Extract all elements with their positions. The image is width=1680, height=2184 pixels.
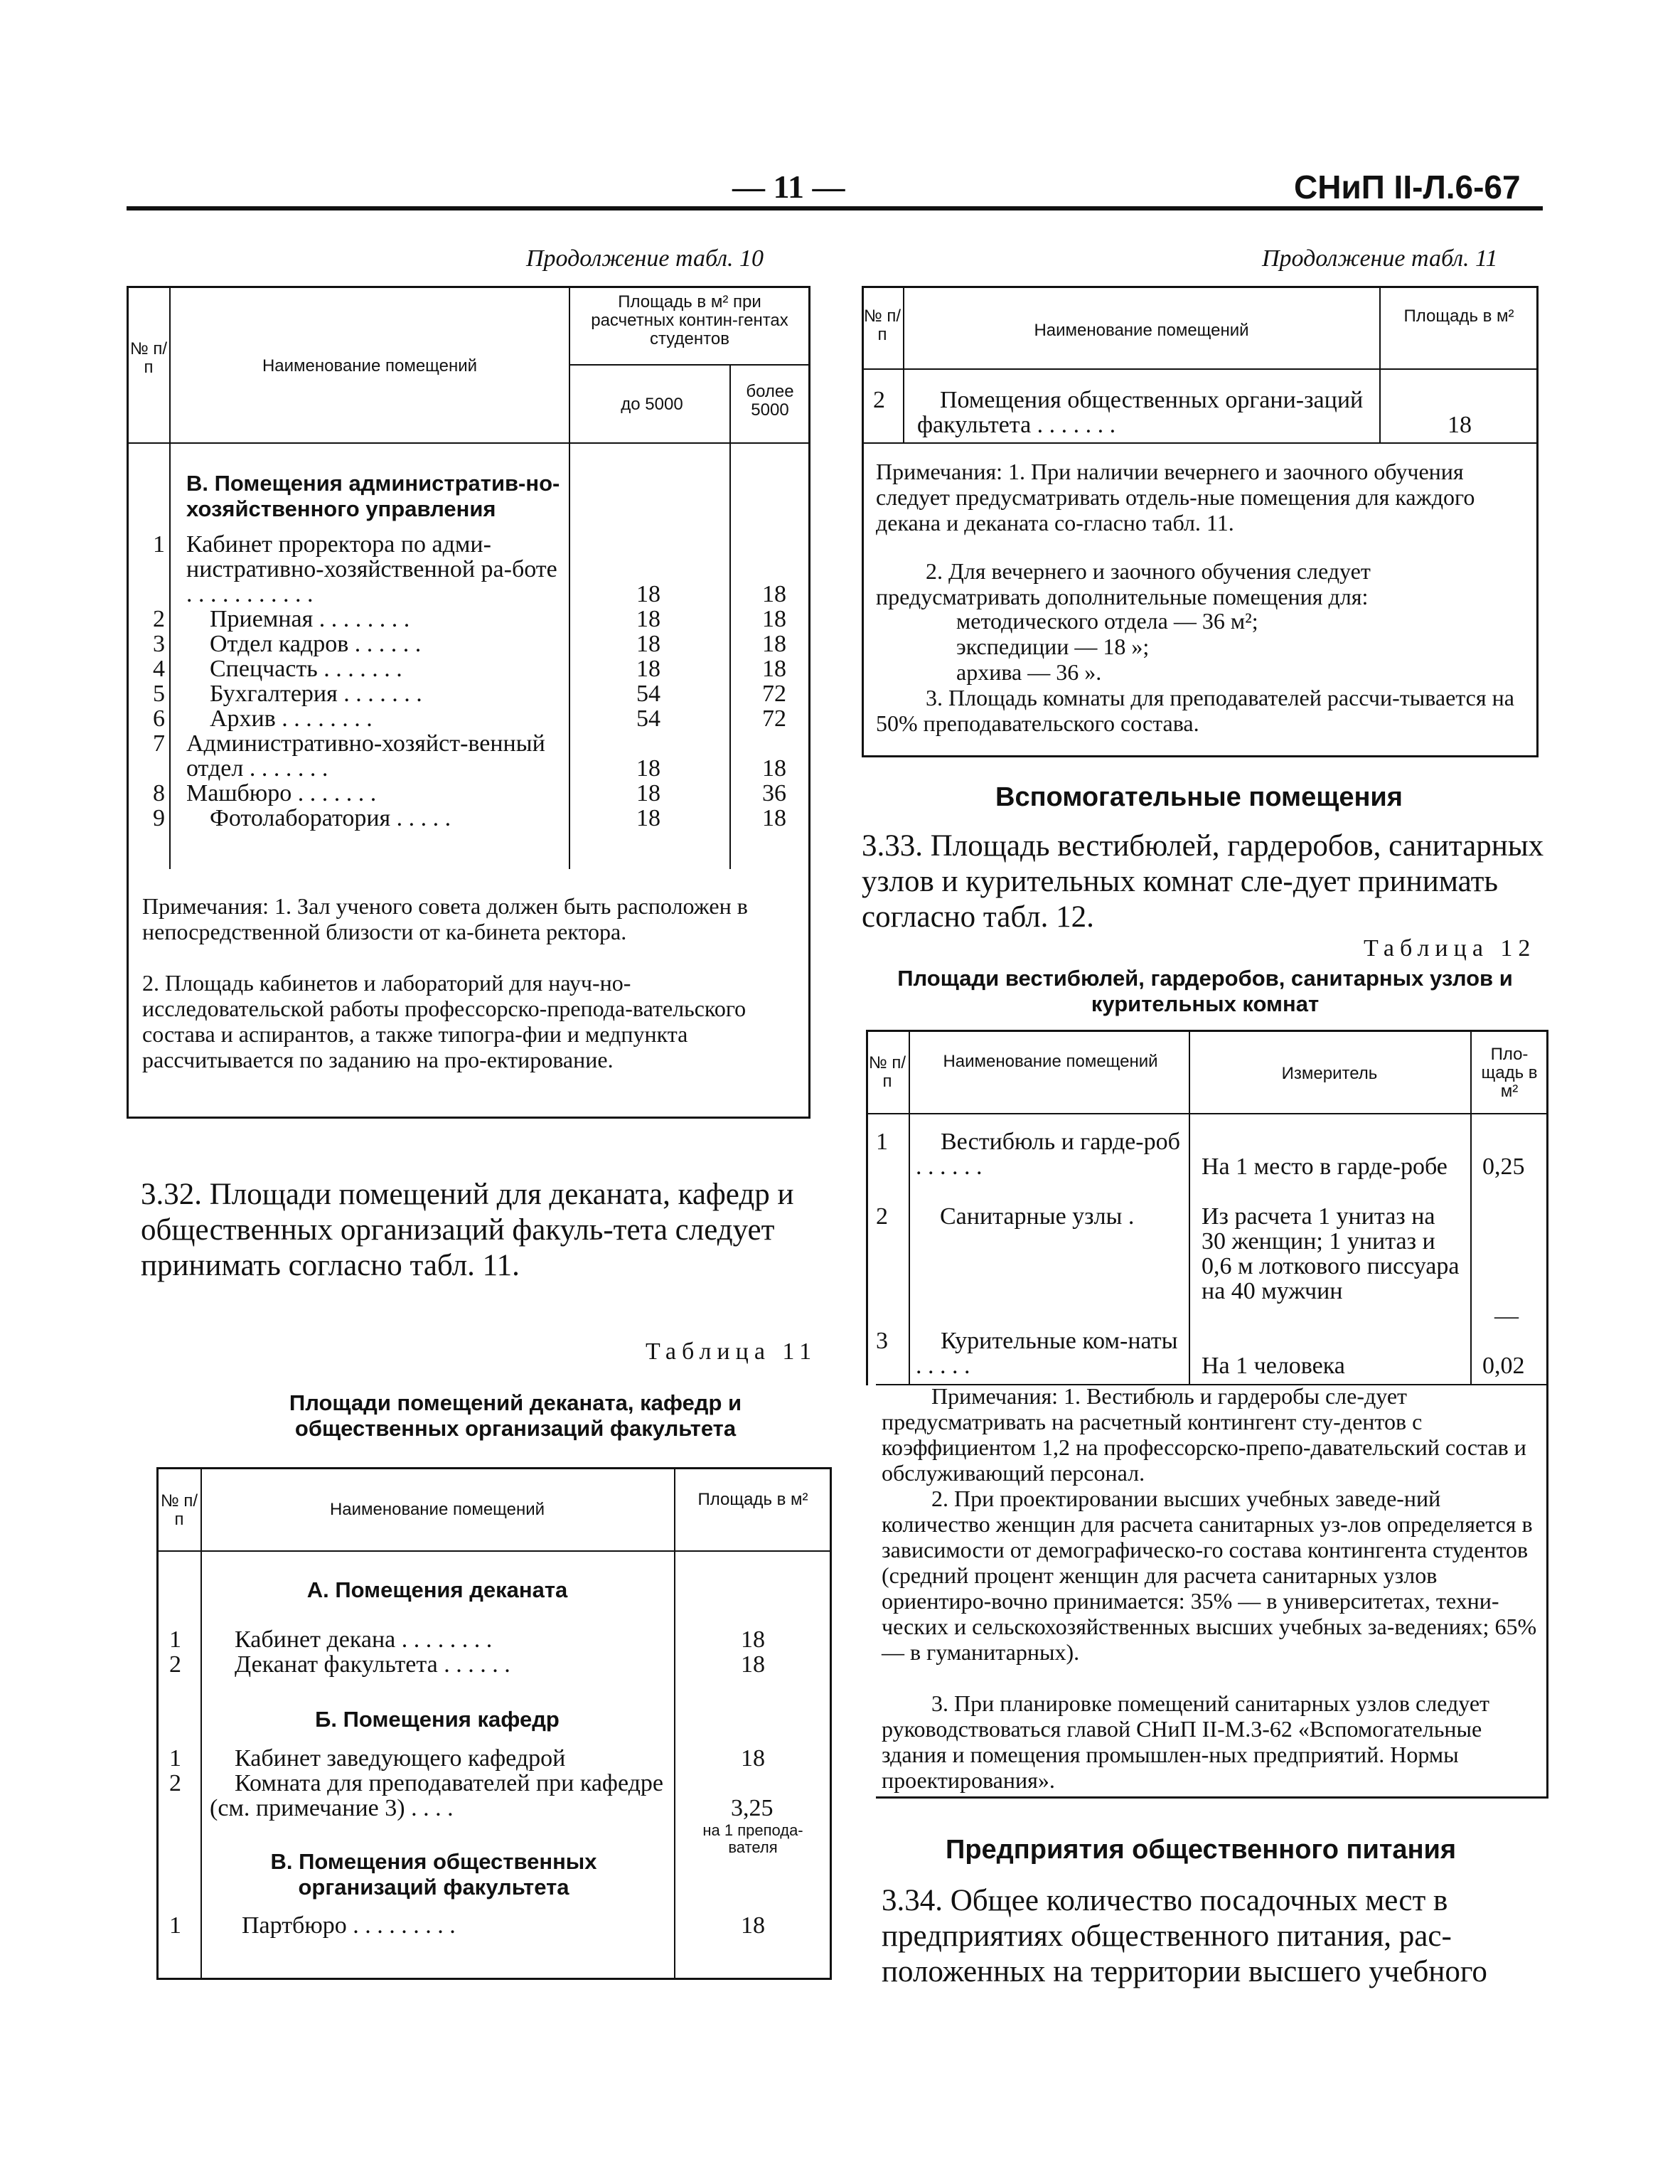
table-row-no: 2	[169, 1770, 181, 1796]
table-row-measure: На 1 место в гарде-робе	[1202, 1154, 1448, 1180]
table12-head-name: Наименование помещений	[943, 1052, 1158, 1071]
table10-head-name: Наименование помещений	[262, 356, 478, 375]
table-row-name: Курительные ком-наты . . . . .	[916, 1328, 1178, 1379]
table-row-value: 72	[762, 705, 786, 732]
table-row-value: —	[1494, 1303, 1519, 1329]
table10-notes-2: 2. Площадь кабинетов и лабораторий для науч-но-исследовательской работы профессорско-препода-вательского состава и аспирантов, а также типогра-фии и медпункта рассчитывается по заданию на про-ектирование.	[142, 970, 747, 1072]
table-row-value: 18	[762, 606, 786, 632]
table-row-no: 1	[153, 531, 165, 558]
table-row-name: Приемная . . . . . . . .	[210, 606, 410, 632]
table-row-name: Отдел кадров . . . . . .	[210, 631, 422, 657]
table11c-notes-item: методического отдела — 36 м²;	[956, 608, 1258, 634]
table-row-no: 3	[153, 631, 165, 657]
table-row-name: Санитарные узлы .	[940, 1203, 1135, 1230]
paragraph-3-33: 3.33. Площадь вестибюлей, гардеробов, санитарных узлов и курительных комнат сле-дует принимать согласно табл. 12.	[862, 829, 1544, 934]
table12-head-measure: Измеритель	[1281, 1064, 1378, 1083]
table-row-name: Партбюро . . . . . . . . .	[242, 1912, 456, 1939]
table-row-name: Бухгалтерия . . . . . . .	[210, 681, 422, 707]
table-row-name: Машбюро . . . . . . .	[186, 780, 377, 806]
table12-head-area: Пло-щадь в м²	[1481, 1045, 1538, 1101]
table11-continuation: Продолжение табл. 11	[1262, 245, 1498, 272]
food-heading: Предприятия общественного питания	[946, 1835, 1457, 1865]
table10-head-over: более 5000	[746, 382, 794, 420]
table-row-note: на 1 препода-вателя	[702, 1821, 803, 1856]
table-row-no: 3	[876, 1328, 888, 1354]
table12-notes-3: 3. При планировке помещений санитарных узлов следует руководствоваться главой СНиП II-М.3-62 «Вспомогательные здания и помещения промышлен-ных предприятий. Нормы проектирования».	[882, 1690, 1489, 1793]
table-row-value: 18	[741, 1912, 765, 1939]
table-row-value: 0,25	[1482, 1154, 1525, 1180]
table-row-value: 18	[636, 656, 660, 682]
table-row-name: Архив . . . . . . . .	[210, 705, 373, 732]
table-row-value: 18	[636, 606, 660, 632]
table-row-no: 2	[873, 387, 885, 413]
table11-title: Площади помещений деканата, кафедр и общественных организаций факультета	[289, 1390, 742, 1441]
aux-heading: Вспомогательные помещения	[995, 782, 1403, 812]
table11-section-v: В. Помещения общественных организаций факультета	[270, 1849, 597, 1900]
table12-notes-2: 2. При проектировании высших учебных заведе-ний количество женщин для расчета санитарных уз-лов определяется в зависимости от демографическо-го состава контингента студентов (средний процент женщин для расчета санитарных узлов ориентиро-вочно принимается: 35% — в университетах, техни-ческих и сельскохозяйственных высших учебных за-ведениях; 65% — в гуманитарных).	[882, 1486, 1537, 1665]
table-row-no: 2	[169, 1651, 181, 1678]
table-row-name: Вестибюль и гарде-роб . . . . . .	[916, 1129, 1180, 1180]
table-row-no: 5	[153, 681, 165, 707]
table11c-head-name: Наименование помещений	[1034, 321, 1249, 340]
header-rule	[127, 206, 1543, 211]
table-row-value: 3,25	[731, 1795, 774, 1821]
table-row-value: 18	[1448, 412, 1472, 438]
table-row-name: Кабинет заведующего кафедрой	[235, 1745, 566, 1772]
paragraph-3-34: 3.34. Общее количество посадочных мест в предприятиях общественного питания, рас-положенных на территории высшего учебного	[882, 1884, 1487, 1988]
table12-label: Таблица 12	[1364, 935, 1536, 962]
table-row-value: 18	[762, 755, 786, 782]
page-number: — 11 —	[732, 169, 845, 205]
table-row-value: 36	[762, 780, 786, 806]
table-row-no: 1	[876, 1129, 888, 1155]
table11-head-area: Площадь в м²	[697, 1490, 808, 1509]
table10-head-upto: до 5000	[621, 395, 683, 414]
table11c-notes-2: 2. Для вечернего и заочного обучения следует предусматривать дополнительные помещения для:	[876, 558, 1371, 609]
table-row-measure: Из расчета 1 унитаз на 30 женщин; 1 унитаз и 0,6 м лоткового писсуара на 40 мужчин	[1202, 1203, 1460, 1304]
table-row-value: 18	[762, 805, 786, 831]
table-row-name: Комната для преподавателей при кафедре (см. примечание 3) . . . .	[210, 1770, 663, 1821]
table-row-value: 18	[636, 780, 660, 806]
table-row-no: 1	[169, 1912, 181, 1939]
table-row-value: 18	[636, 631, 660, 657]
table-row-value: 18	[762, 581, 786, 607]
table11c-head-no: № п/п	[863, 307, 901, 344]
table-row-value: 18	[636, 755, 660, 782]
table11-label: Таблица 11	[646, 1338, 818, 1365]
table-row-no: 2	[153, 606, 165, 632]
table-row-value: 72	[762, 681, 786, 707]
table11c-notes-item: архива — 36 ».	[956, 659, 1102, 685]
table-row-no: 1	[169, 1626, 181, 1653]
table11-head-no: № п/п	[160, 1491, 198, 1529]
table-row-name: Помещения общественных органи-заций факультета . . . . . . .	[917, 387, 1364, 438]
table-row-name: Фотолаборатория . . . . .	[210, 805, 451, 831]
table11-head-name: Наименование помещений	[329, 1500, 545, 1519]
table11c-notes-item: экспедиции — 18 »;	[956, 634, 1150, 659]
table-row-no: 9	[153, 805, 165, 831]
table-row-value: 54	[636, 681, 660, 707]
table-row-value: 18	[636, 805, 660, 831]
table-row-value: 18	[762, 631, 786, 657]
table10-head-area: Площадь в м² при расчетных контин-гентах студентов	[591, 292, 788, 348]
table11c-notes-1: Примечания: 1. При наличии вечернего и заочного обучения следует предусматривать отдель-ные помещения для каждого декана и деканата со-гласно табл. 11.	[876, 459, 1475, 536]
table-row-value: 18	[741, 1745, 765, 1772]
table11c-notes-3: 3. Площадь комнаты для преподавателей рассчи-тывается на 50% преподавательского состава.	[876, 685, 1514, 736]
table-row-no: 1	[169, 1745, 181, 1772]
table12-notes-1: Примечания: 1. Вестибюль и гардеробы сле-дует предусматривать на расчетный контингент сту-дентов с коэффициентом 1,2 на профессорско-препо-давательский состав и обслуживающий персонал.	[882, 1383, 1526, 1486]
table-row-name: Деканат факультета . . . . . .	[235, 1651, 510, 1678]
table10-notes: Примечания: 1. Зал ученого совета должен быть расположен в непосредственной близости от ка-бинета ректора.	[142, 893, 748, 944]
table-row-no: 6	[153, 705, 165, 732]
table-row-value: 18	[741, 1651, 765, 1678]
table-row-no: 8	[153, 780, 165, 806]
table-row-name: Кабинет декана . . . . . . . .	[235, 1626, 493, 1653]
table-row-no: 4	[153, 656, 165, 682]
table10-section: В. Помещения административ-но-хозяйственного управления	[186, 471, 560, 521]
table11-section-b: Б. Помещения кафедр	[315, 1707, 560, 1732]
table11c-head-area: Площадь в м²	[1403, 307, 1514, 326]
table-row-value: 18	[636, 581, 660, 607]
table-row-name: Административно-хозяйст-венный отдел . . . . . . .	[186, 730, 545, 782]
table-row-value: 0,02	[1482, 1353, 1525, 1379]
table-row-no: 2	[876, 1203, 888, 1230]
table-row-measure: На 1 человека	[1202, 1353, 1345, 1379]
table-row-value: 18	[741, 1626, 765, 1653]
table11-section-a: А. Помещения деканата	[306, 1577, 568, 1602]
document-code: СНиП II-Л.6-67	[1294, 169, 1521, 206]
table-row-value: 18	[762, 656, 786, 682]
table12-head-no: № п/п	[868, 1053, 906, 1091]
table-row-value: 54	[636, 705, 660, 732]
table-row-no: 7	[153, 730, 165, 757]
table10-head-no: № п/п	[129, 339, 168, 377]
paragraph-3-32: 3.32. Площади помещений для деканата, кафедр и общественных организаций факуль-тета следует принимать согласно табл. 11.	[141, 1178, 794, 1282]
table12-title: Площади вестибюлей, гардеробов, санитарных узлов и курительных комнат	[897, 966, 1513, 1016]
table-row-name: Кабинет проректора по адми-нистративно-хозяйственной ра-боте . . . . . . . . . . .	[186, 531, 557, 607]
table10-continuation: Продолжение табл. 10	[526, 245, 764, 272]
table-row-name: Спецчасть . . . . . . .	[210, 656, 402, 682]
